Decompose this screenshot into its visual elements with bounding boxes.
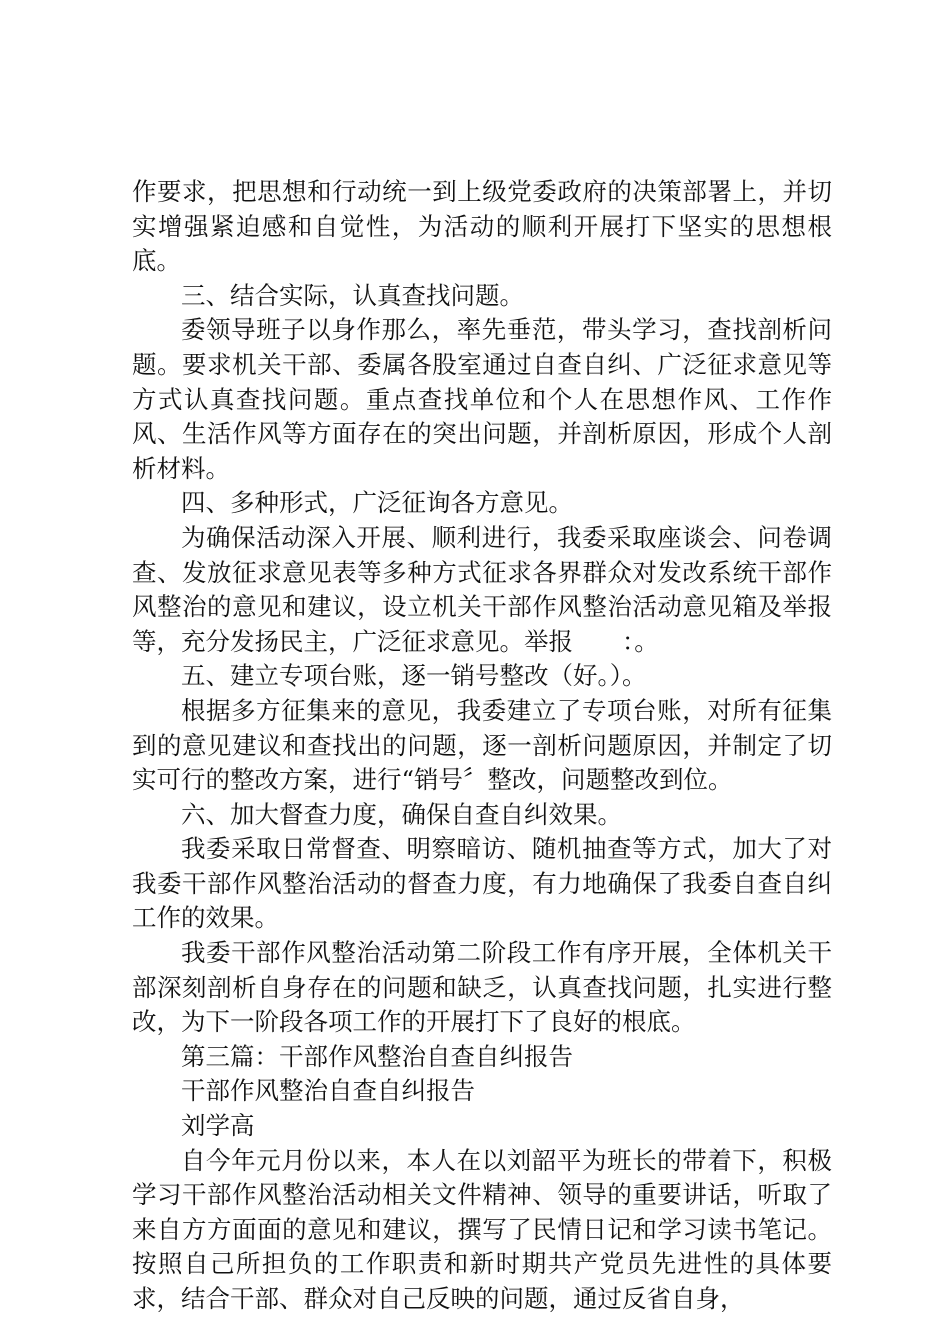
document-body <box>132 175 881 1317</box>
paragraph-report-body: 自今年元月份以来，本人在以刘韶平为班长的带着下，积极学习干部作风整治活动相关文件精神、领导的重要讲话，听取了来自方方面面的意见和建议，撰写了民情日记和学习读书笔记。按照自己所担负的工作职责和新时期共产党员先进性的具体要求，结合干部、群众对自己反映的问题，通过反省自身， <box>132 1145 832 1313</box>
report-author: 刘学高 <box>181 1111 255 1141</box>
paragraph-continuation: 作要求，把思想和行动统一到上级党委政府的决策部署上，并切实增强紧迫感和自觉性，为活动的顺利开展打下坚实的思想根底。 <box>132 177 832 276</box>
paragraph-section-4: 为确保活动深入开展、顺利进行，我委采取座谈会、问卷调查、发放征求意见表等多种方式征求各界群众对发改系统干部作风整治的意见和建议，设立机关干部作风整治活动意见箱及举报 等，充分发扬民主，广泛征求意见。举报 ：。 <box>132 522 881 656</box>
part-three-heading: 第三篇：干部作风整治自查自纠报告 <box>181 1041 573 1071</box>
paragraph-section-3: 委领导班子以身作那么，率先垂范，带头学习，查找剖析问题。要求机关干部、委属各股室通过自查自纠、广泛征求意见等方式认真查找问题。重点查找单位和个人在思想作风、工作作风、生活作风等方面存在的突出问题，并剖析原因，形成个人剖析材料。 <box>132 315 832 483</box>
paragraph-summary: 我委干部作风整治活动第二阶段工作有序开展，全体机关干部深刻剖析自身存在的问题和缺乏，认真查找问题，扎实进行整改，为下一阶段各项工作的开展打下了良好的根底。 <box>132 938 832 1037</box>
paragraph-section-6: 我委采取日常督查、明察暗访、随机抽查等方式，加大了对我委干部作风整治活动的督查力度，有力地确保了我委自查自纠工作的效果。 <box>132 834 832 933</box>
paragraph-section-5: 根据多方征集来的意见，我委建立了专项台账，对所有征集到的意见建议和查找出的问题，逐一剖析问题原因，并制定了切实可行的整改方案，进行“销号〞整改，问题整改到位。 <box>132 695 832 795</box>
section-heading-5: 五、建立专项台账，逐一销号整改（好。）。 <box>181 661 647 691</box>
section-heading-6: 六、加大督查力度，确保自查自纠效果。 <box>181 799 622 829</box>
section-heading-4: 四、多种形式，广泛征询各方意见。 <box>181 488 573 518</box>
section-heading-3: 三、结合实际，认真查找问题。 <box>181 280 524 310</box>
report-title: 干部作风整治自查自纠报告 <box>181 1076 475 1106</box>
